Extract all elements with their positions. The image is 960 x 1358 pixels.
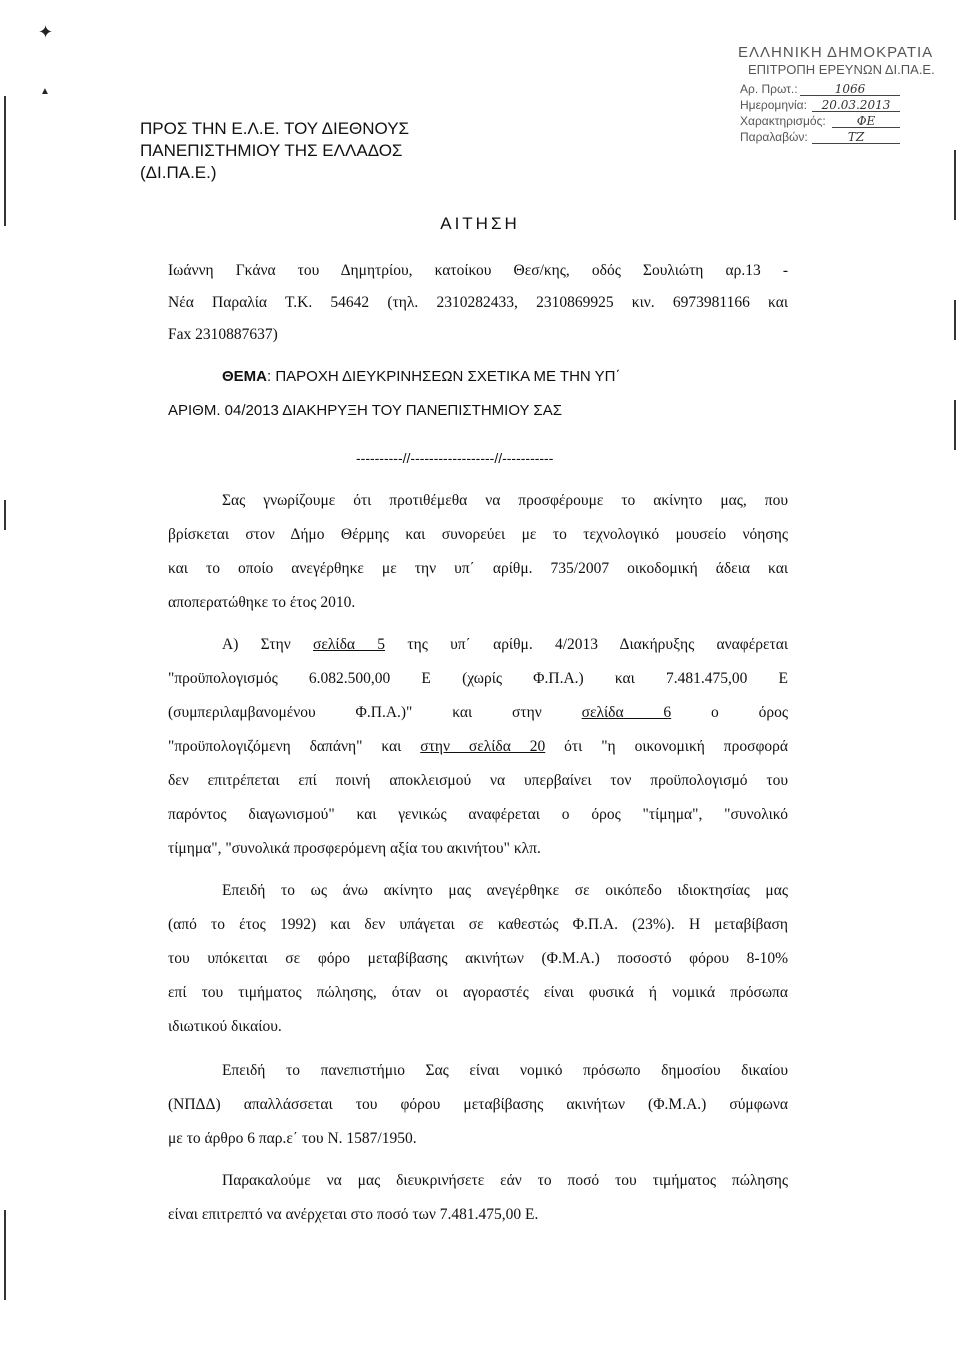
- text-segment: "προϋπολογιζόμενη δαπάνη" και: [168, 738, 402, 755]
- paragraph-line: [222, 636, 788, 654]
- stamp-label: Χαρακτηρισμός:: [740, 114, 826, 128]
- text-segment: της υπ΄ αρίθμ. 4/2013 Διακήρυξης αναφέρεται: [407, 636, 788, 653]
- stamp-row-protocol: [740, 82, 900, 96]
- recipient-block: [140, 118, 409, 184]
- underlined-segment: σελίδα 6: [581, 704, 672, 721]
- stamp-row-classification: [740, 114, 900, 128]
- stamp-value: ΤΖ: [812, 130, 900, 144]
- underlined-segment: στην σελίδα 20: [420, 738, 546, 755]
- sender-line: Ιωάννη Γκάνα του Δημητρίου, κατοίκου Θεσ/κης, οδός Σουλιώτη αρ.13 -: [168, 262, 788, 279]
- paragraph-line: (ΝΠΔΔ) απαλλάσσεται του φόρου μεταβίβασης ακινήτων (Φ.Μ.Α.) σύμφωνα: [168, 1096, 788, 1113]
- paragraph-line: τίμημα", "συνολικά προσφερόμενη αξία του ακινήτου" κλπ.: [168, 840, 541, 857]
- subject-text: : ΠΑΡΟΧΗ ΔΙΕΥΚΡΙΝΗΣΕΩΝ ΣΧΕΤΙΚΑ ΜΕ ΤΗΝ ΥΠ΄: [267, 368, 621, 385]
- paragraph-line: Παρακαλούμε να μας διευκρινήσετε εάν το ποσό του τιμήματος πώλησης: [222, 1172, 788, 1189]
- stamp-subtitle: ΕΠΙΤΡΟΠΗ ΕΡΕΥΝΩΝ ΔΙ.ΠΑ.Ε.: [748, 62, 935, 77]
- paragraph-line: παρόντος διαγωνισμού" και γενικώς αναφέρεται ο όρος "τίμημα", "συνολικό: [168, 806, 788, 823]
- scan-edge-line: [4, 96, 6, 226]
- text-segment: ότι "η οικονομική προσφορά: [564, 738, 789, 755]
- scan-mark: ▲: [40, 86, 50, 97]
- stamp-value: ΦΕ: [832, 114, 900, 128]
- scan-edge-line: [954, 400, 956, 450]
- scan-edge-line: [954, 150, 956, 220]
- subject-line: ΑΡΙΘΜ. 04/2013 ΔΙΑΚΗΡΥΞΗ ΤΟΥ ΠΑΝΕΠΙΣΤΗΜΙΟΥ ΣΑΣ: [168, 402, 562, 419]
- paragraph-line: Επειδή το ως άνω ακίνητο μας ανεγέρθηκε σε οικόπεδο ιδιοκτησίας μας: [222, 882, 788, 899]
- paragraph-line: είναι επιτρεπτό να ανέρχεται στο ποσό των 7.481.475,00 Ε.: [168, 1206, 539, 1223]
- stamp-value: 1066: [800, 82, 900, 96]
- stamp-row-receiver: [740, 130, 900, 144]
- paragraph-line: [168, 704, 788, 722]
- subject-line: [222, 368, 620, 385]
- underlined-segment: σελίδα 5: [313, 636, 386, 653]
- paragraph-line: και το οποίο ανεγέρθηκε με την υπ΄ αρίθμ. 735/2007 οικοδομική άδεια και: [168, 560, 788, 577]
- document-heading: ΑΙΤΗΣΗ: [440, 214, 520, 233]
- recipient-line: ΠΑΝΕΠΙΣΤΗΜΙΟΥ ΤΗΣ ΕΛΛΑΔΟΣ: [140, 141, 403, 160]
- paragraph-line: με το άρθρο 6 παρ.ε΄ του Ν. 1587/1950.: [168, 1130, 417, 1147]
- recipient-line: ΠΡΟΣ ΤΗΝ Ε.Λ.Ε. ΤΟΥ ΔΙΕΘΝΟΥΣ: [140, 119, 410, 138]
- sender-line: Νέα Παραλία Τ.Κ. 54642 (τηλ. 2310282433, 2310869925 κιν. 6973981166 και: [168, 294, 788, 311]
- scan-edge-line: [4, 1210, 6, 1300]
- text-segment: (συμπεριλαμβανομένου Φ.Π.Α.)" και στην: [168, 704, 542, 721]
- subject-label: ΘΕΜΑ: [222, 368, 267, 385]
- paragraph-line: "προϋπολογισμός 6.082.500,00 Ε (χωρίς Φ.Π.Α.) και 7.481.475,00 Ε: [168, 670, 788, 687]
- stamp-label: Αρ. Πρωτ.:: [740, 82, 798, 96]
- paragraph-line: [168, 738, 788, 756]
- paragraph-line: (από το έτος 1992) και δεν υπάγεται σε καθεστώς Φ.Π.Α. (23%). Η μεταβίβαση: [168, 916, 788, 933]
- paragraph-line: ιδιωτικού δικαίου.: [168, 1018, 282, 1035]
- stamp-title: ΕΛΛΗΝΙΚΗ ΔΗΜΟΚΡΑΤΙΑ: [738, 44, 934, 61]
- stamp-row-date: [740, 98, 900, 112]
- stamp-label: Ημερομηνία:: [740, 98, 807, 112]
- sender-line: Fax 2310887637): [168, 326, 278, 343]
- text-segment: ο όρος: [711, 704, 789, 721]
- stamp-value: 20.03.2013: [812, 98, 900, 112]
- paragraph-line: βρίσκεται στον Δήμο Θέρμης και συνορεύει με το τεχνολογικό μουσείο νόησης: [168, 526, 788, 543]
- stamp-label: Παραλαβών:: [740, 130, 808, 144]
- text-segment: Α) Στην: [222, 636, 291, 653]
- paragraph-line: Επειδή το πανεπιστήμιο Σας είναι νομικό πρόσωπο δημοσίου δικαίου: [222, 1062, 788, 1079]
- paragraph-line: Σας γνωρίζουμε ότι προτιθέμεθα να προσφέρουμε το ακίνητο μας, που: [222, 492, 788, 509]
- scan-edge-line: [954, 300, 956, 340]
- recipient-line: (ΔΙ.ΠΑ.Ε.): [140, 163, 217, 182]
- paragraph-line: δεν επιτρέπεται επί ποινή αποκλεισμού να υπερβαίνει τον προϋπολογισμό του: [168, 772, 788, 789]
- scan-mark: ✦: [38, 22, 54, 42]
- scan-edge-line: [4, 500, 6, 530]
- paragraph-line: του υπόκειται σε φόρο μεταβίβασης ακινήτων (Φ.Μ.Α.) ποσοστό φόρου 8-10%: [168, 950, 788, 967]
- section-divider: ----------//------------------//-----------: [356, 450, 554, 466]
- paragraph-line: αποπερατώθηκε το έτος 2010.: [168, 594, 356, 611]
- paragraph-line: επί του τιμήματος πώλησης, όταν οι αγοραστές είναι φυσικά ή νομικά πρόσωπα: [168, 984, 788, 1001]
